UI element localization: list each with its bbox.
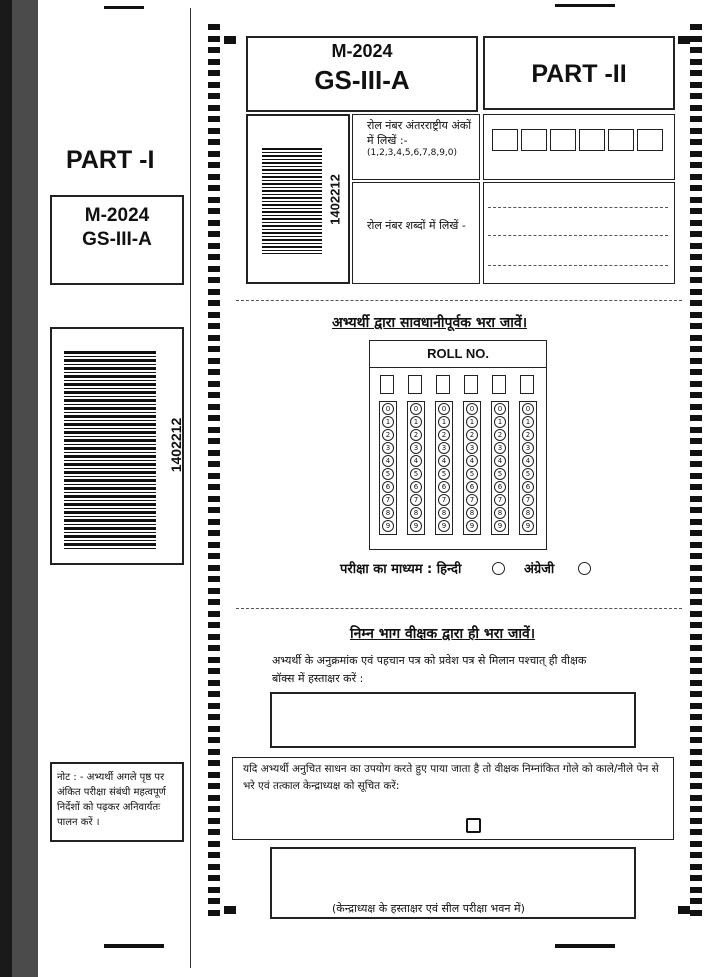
barcode-icon (262, 148, 322, 254)
timing-mark (208, 231, 220, 237)
part2-code: M-2024 (331, 41, 393, 61)
roll-digit-bubble[interactable]: 8 (382, 507, 394, 519)
roll-digit-bubble[interactable]: 5 (382, 468, 394, 480)
corner-mark (678, 36, 690, 44)
timing-mark (208, 438, 220, 444)
timing-mark (208, 415, 220, 421)
part2-code-box (246, 36, 478, 112)
timing-mark (690, 358, 702, 364)
timing-mark (208, 473, 220, 479)
timing-mark (690, 289, 702, 295)
roll-digit-bubble[interactable]: 4 (438, 455, 450, 467)
part2-barcode-number: 1402212 (327, 174, 343, 225)
roll-bubble-column (435, 401, 453, 535)
timing-mark (690, 806, 702, 812)
timing-mark (208, 691, 220, 697)
roll-digit-bubble[interactable]: 2 (410, 429, 422, 441)
timing-mark (208, 381, 220, 387)
timing-mark (208, 588, 220, 594)
part1-barcode-box (50, 327, 184, 565)
timing-mark (690, 542, 702, 548)
roll-digit-cell[interactable] (521, 129, 547, 151)
roll-no-label: ROLL NO. (370, 341, 546, 368)
timing-mark (208, 335, 220, 341)
roll-words-line (488, 207, 668, 208)
roll-no-write-cell[interactable] (408, 375, 422, 394)
roll-digit-bubble[interactable]: 8 (410, 507, 422, 519)
timing-mark (208, 277, 220, 283)
roll-digit-bubble[interactable]: 2 (382, 429, 394, 441)
timing-mark (690, 450, 702, 456)
timing-mark (690, 496, 702, 502)
roll-digit-bubble[interactable]: 5 (522, 468, 534, 480)
timing-mark (208, 887, 220, 893)
timing-mark (208, 841, 220, 847)
roll-no-write-cell[interactable] (436, 375, 450, 394)
roll-digit-bubble[interactable]: 5 (438, 468, 450, 480)
medium-hindi-radio[interactable] (492, 562, 505, 575)
timing-mark (690, 576, 702, 582)
roll-digit-cell[interactable] (637, 129, 663, 151)
timing-mark (208, 484, 220, 490)
roll-words-label-box (352, 182, 480, 284)
roll-digit-bubble[interactable]: 1 (494, 416, 506, 428)
timing-mark (690, 70, 702, 76)
timing-mark (690, 231, 702, 237)
roll-digit-bubble[interactable]: 1 (382, 416, 394, 428)
roll-digit-bubble[interactable]: 2 (438, 429, 450, 441)
timing-mark (690, 703, 702, 709)
part1-code-box (50, 195, 184, 285)
roll-digit-bubble[interactable]: 4 (410, 455, 422, 467)
roll-digit-bubble[interactable]: 5 (466, 468, 478, 480)
part1-code: M-2024 (84, 205, 150, 226)
timing-mark (690, 680, 702, 686)
timing-mark (690, 346, 702, 352)
timing-mark (690, 622, 702, 628)
timing-mark (208, 174, 220, 180)
roll-digit-bubble[interactable]: 2 (466, 429, 478, 441)
timing-mark (208, 772, 220, 778)
timing-mark (208, 289, 220, 295)
bottom-mark (104, 944, 164, 948)
medium-english-label: अंग्रेजी (524, 562, 555, 577)
timing-mark (208, 496, 220, 502)
roll-digit-bubble[interactable]: 3 (494, 442, 506, 454)
roll-digit-bubble[interactable]: 6 (522, 481, 534, 493)
timing-mark (208, 634, 220, 640)
roll-words-label: रोल नंबर शब्दों में लिखें - (367, 219, 466, 232)
timing-mark (208, 599, 220, 605)
roll-digit-bubble[interactable]: 0 (382, 403, 394, 415)
part1-note: नोट : - अभ्यर्थी अगले पृष्ठ पर अंकित परीक्षा संबंधी महत्वपूर्ण निर्देशों को पढ़कर अनिवार्यतः पालन करें । (57, 772, 166, 828)
timing-mark (208, 254, 220, 260)
timing-mark (208, 461, 220, 467)
timing-mark (690, 910, 702, 916)
timing-mark (690, 507, 702, 513)
timing-mark (690, 139, 702, 145)
barcode-icon (64, 351, 156, 549)
timing-mark (208, 220, 220, 226)
timing-mark (690, 473, 702, 479)
roll-digit-bubble[interactable]: 9 (466, 520, 478, 532)
timing-mark (208, 714, 220, 720)
timing-mark (208, 703, 220, 709)
invigilator-heading: निम्न भाग वीक्षक द्वारा ही भरा जावें। (350, 626, 536, 642)
timing-mark (208, 657, 220, 663)
timing-mark (690, 162, 702, 168)
scan-edge-inner (12, 0, 38, 977)
timing-mark (208, 243, 220, 249)
roll-digit-bubble[interactable]: 4 (382, 455, 394, 467)
roll-digit-bubble[interactable]: 3 (438, 442, 450, 454)
roll-words-line (488, 235, 668, 236)
timing-mark (208, 795, 220, 801)
timing-mark (690, 381, 702, 387)
roll-digit-bubble[interactable]: 7 (410, 494, 422, 506)
part2-title: PART -II (531, 60, 627, 88)
timing-mark (690, 668, 702, 674)
timing-mark (208, 680, 220, 686)
timing-mark (208, 404, 220, 410)
timing-mark (208, 59, 220, 65)
timing-mark (690, 461, 702, 467)
timing-mark (208, 312, 220, 318)
timing-mark (690, 82, 702, 88)
roll-digit-bubble[interactable]: 0 (494, 403, 506, 415)
roll-digit-bubble[interactable]: 0 (522, 403, 534, 415)
timing-mark (208, 300, 220, 306)
roll-words-line (488, 265, 668, 266)
roll-no-grid (369, 340, 547, 550)
timing-mark (208, 818, 220, 824)
roll-digit-bubble[interactable]: 4 (466, 455, 478, 467)
timing-mark (690, 484, 702, 490)
timing-mark (208, 760, 220, 766)
roll-no-write-cell[interactable] (492, 375, 506, 394)
timing-mark (690, 565, 702, 571)
roll-digit-bubble[interactable]: 8 (522, 507, 534, 519)
roll-digit-bubble[interactable]: 8 (494, 507, 506, 519)
timing-mark (690, 726, 702, 732)
timing-mark (208, 852, 220, 858)
timing-mark (208, 519, 220, 525)
roll-digit-cell[interactable] (492, 129, 518, 151)
medium-english-radio[interactable] (578, 562, 591, 575)
timing-mark (690, 116, 702, 122)
timing-mark (690, 197, 702, 203)
roll-digit-bubble[interactable]: 1 (410, 416, 422, 428)
roll-digit-bubble[interactable]: 9 (494, 520, 506, 532)
timing-mark (690, 438, 702, 444)
timing-mark (208, 105, 220, 111)
timing-mark (690, 174, 702, 180)
superintendent-caption: (केन्द्राध्यक्ष के हस्ताक्षर एवं सील परीक्षा भवन में) (332, 902, 525, 915)
timing-mark (208, 185, 220, 191)
timing-mark (208, 197, 220, 203)
timing-mark (690, 875, 702, 881)
roll-digit-bubble[interactable]: 8 (438, 507, 450, 519)
timing-mark (208, 749, 220, 755)
timing-mark (208, 151, 220, 157)
roll-digit-bubble[interactable]: 7 (382, 494, 394, 506)
part2-title-box (483, 36, 675, 110)
timing-mark (690, 24, 702, 30)
timing-mark (690, 208, 702, 214)
timing-mark (208, 645, 220, 651)
part1-title: PART -I (66, 146, 155, 174)
part1-note-box (50, 762, 184, 842)
roll-digit-bubble[interactable]: 0 (410, 403, 422, 415)
roll-digit-bubble[interactable]: 3 (522, 442, 534, 454)
roll-digit-bubble[interactable]: 2 (494, 429, 506, 441)
perforation-line (190, 8, 191, 968)
roll-digit-bubble[interactable]: 4 (494, 455, 506, 467)
timing-mark (208, 128, 220, 134)
timing-mark (690, 415, 702, 421)
timing-mark (690, 277, 702, 283)
timing-mark (208, 266, 220, 272)
timing-mark (208, 622, 220, 628)
roll-digit-cell[interactable] (550, 129, 576, 151)
invigilator-signature-box[interactable] (270, 692, 636, 748)
roll-digit-bubble[interactable]: 6 (410, 481, 422, 493)
timing-mark (690, 243, 702, 249)
timing-mark (208, 910, 220, 916)
timing-mark (208, 93, 220, 99)
timing-mark (690, 783, 702, 789)
roll-digit-bubble[interactable]: 3 (466, 442, 478, 454)
timing-mark (690, 47, 702, 53)
timing-mark (208, 139, 220, 145)
timing-mark (690, 36, 702, 42)
roll-digit-bubble[interactable]: 7 (522, 494, 534, 506)
roll-digit-bubble[interactable]: 0 (466, 403, 478, 415)
invigilator-instruction: अभ्यर्थी के अनुक्रमांक एवं पहचान पत्र को प्रवेश पत्र से मिलान पश्चात् ही वीक्षक बॉक्स में हस्ताक्षर करें : (272, 654, 587, 685)
timing-mark (208, 806, 220, 812)
timing-mark (690, 852, 702, 858)
timing-mark (208, 783, 220, 789)
timing-mark (690, 105, 702, 111)
roll-digit-bubble[interactable]: 0 (438, 403, 450, 415)
roll-digit-bubble[interactable]: 1 (522, 416, 534, 428)
timing-mark (690, 760, 702, 766)
roll-digit-bubble[interactable]: 5 (410, 468, 422, 480)
top-mark (104, 6, 144, 9)
timing-mark (690, 829, 702, 835)
timing-mark (690, 519, 702, 525)
timing-mark (690, 553, 702, 559)
timing-mark (690, 93, 702, 99)
roll-digit-bubble[interactable]: 9 (522, 520, 534, 532)
corner-mark (224, 906, 236, 914)
timing-mark (690, 220, 702, 226)
timing-mark (690, 818, 702, 824)
roll-bubble-column (379, 401, 397, 535)
timing-mark (690, 530, 702, 536)
timing-mark (208, 565, 220, 571)
timing-mark (208, 47, 220, 53)
timing-mark (208, 346, 220, 352)
timing-mark (690, 254, 702, 260)
roll-bubble-column (491, 401, 509, 535)
timing-mark (690, 128, 702, 134)
roll-digit-bubble[interactable]: 7 (494, 494, 506, 506)
timing-mark (690, 772, 702, 778)
bottom-mark-right (555, 944, 615, 948)
timing-mark (208, 829, 220, 835)
timing-mark (208, 611, 220, 617)
roll-digit-bubble[interactable]: 9 (382, 520, 394, 532)
unfair-means-box (232, 757, 674, 840)
roll-digit-bubble[interactable]: 1 (466, 416, 478, 428)
timing-mark (690, 588, 702, 594)
roll-digits-entry-box (483, 114, 675, 180)
timing-mark (208, 542, 220, 548)
roll-digit-bubble[interactable]: 9 (438, 520, 450, 532)
timing-mark (208, 726, 220, 732)
timing-mark (690, 887, 702, 893)
timing-mark (208, 24, 220, 30)
timing-mark (208, 369, 220, 375)
timing-mark (208, 864, 220, 870)
roll-bubble-column (519, 401, 537, 535)
roll-digit-bubble[interactable]: 8 (466, 507, 478, 519)
timing-mark (208, 162, 220, 168)
timing-mark (690, 714, 702, 720)
roll-words-entry-box[interactable] (483, 182, 675, 284)
timing-mark (690, 392, 702, 398)
roll-digits-hint: (1,2,3,4,5,6,7,8,9,0) (367, 148, 458, 158)
timing-mark (208, 553, 220, 559)
timing-mark (208, 427, 220, 433)
part2-barcode-box (246, 114, 350, 284)
section-divider (236, 608, 682, 609)
timing-mark (690, 185, 702, 191)
timing-mark (690, 323, 702, 329)
timing-mark (690, 427, 702, 433)
roll-digit-bubble[interactable]: 6 (438, 481, 450, 493)
timing-mark (208, 450, 220, 456)
timing-mark (208, 208, 220, 214)
timing-mark (690, 645, 702, 651)
timing-mark (690, 898, 702, 904)
top-mark-right (555, 4, 615, 7)
timing-mark (208, 70, 220, 76)
roll-digits-label-box (352, 114, 480, 180)
timing-mark (208, 358, 220, 364)
timing-mark (208, 392, 220, 398)
timing-mark (690, 795, 702, 801)
superintendent-box[interactable] (270, 847, 636, 919)
timing-mark (690, 59, 702, 65)
part1-paper: GS-III-A (82, 229, 152, 250)
section-divider (236, 300, 682, 301)
timing-mark (690, 312, 702, 318)
part1-barcode-number: 1402212 (168, 417, 184, 473)
timing-mark (690, 841, 702, 847)
timing-mark (208, 668, 220, 674)
corner-mark (224, 36, 236, 44)
timing-mark (690, 151, 702, 157)
roll-digit-cell[interactable] (608, 129, 634, 151)
timing-mark (208, 82, 220, 88)
roll-digit-bubble[interactable]: 2 (522, 429, 534, 441)
timing-mark (690, 691, 702, 697)
corner-mark (678, 906, 690, 914)
roll-digit-bubble[interactable]: 7 (438, 494, 450, 506)
timing-mark (208, 36, 220, 42)
timing-mark (690, 657, 702, 663)
roll-no-write-cell[interactable] (520, 375, 534, 394)
roll-digit-bubble[interactable]: 6 (494, 481, 506, 493)
timing-mark (690, 611, 702, 617)
part2-paper: GS-III-A (314, 65, 410, 95)
timing-mark (208, 507, 220, 513)
timing-mark (208, 898, 220, 904)
unfair-means-bubble[interactable] (466, 818, 481, 833)
roll-digits-label: रोल नंबर अंतरराष्ट्रीय अंकों में लिखें :- (367, 119, 472, 147)
unfair-means-text: यदि अभ्यर्थी अनुचित साधन का उपयोग करते हुए पाया जाता है तो वीक्षक निम्नांकित गोले को काले/नीले पेन से भरे एवं तत्काल केन्द्राध्यक्ष को सूचित करें: (243, 763, 659, 792)
roll-no-write-cell[interactable] (464, 375, 478, 394)
roll-digit-bubble[interactable]: 9 (410, 520, 422, 532)
timing-mark (690, 749, 702, 755)
roll-digit-bubble[interactable]: 5 (494, 468, 506, 480)
roll-digit-bubble[interactable]: 3 (410, 442, 422, 454)
roll-bubble-column (463, 401, 481, 535)
roll-digit-bubble[interactable]: 6 (382, 481, 394, 493)
roll-digit-bubble[interactable]: 7 (466, 494, 478, 506)
timing-mark (690, 404, 702, 410)
timing-mark (208, 116, 220, 122)
roll-digit-bubble[interactable]: 4 (522, 455, 534, 467)
timing-mark (690, 634, 702, 640)
timing-mark (208, 737, 220, 743)
candidate-heading: अभ्यर्थी द्वारा सावधानीपूर्वक भरा जावें। (332, 315, 528, 331)
timing-mark (690, 300, 702, 306)
timing-mark (690, 369, 702, 375)
timing-mark (690, 266, 702, 272)
timing-mark (690, 335, 702, 341)
timing-mark (690, 599, 702, 605)
scan-edge (0, 0, 12, 977)
roll-digit-cell[interactable] (579, 129, 605, 151)
roll-digit-bubble[interactable]: 1 (438, 416, 450, 428)
roll-no-write-cell[interactable] (380, 375, 394, 394)
medium-label: परीक्षा का माध्यम : हिन्दी (340, 562, 462, 577)
roll-bubble-column (407, 401, 425, 535)
timing-mark (208, 323, 220, 329)
timing-mark (208, 530, 220, 536)
roll-digit-bubble[interactable]: 3 (382, 442, 394, 454)
timing-mark (690, 864, 702, 870)
timing-mark (690, 737, 702, 743)
timing-mark (208, 875, 220, 881)
timing-mark (208, 576, 220, 582)
roll-digit-bubble[interactable]: 6 (466, 481, 478, 493)
